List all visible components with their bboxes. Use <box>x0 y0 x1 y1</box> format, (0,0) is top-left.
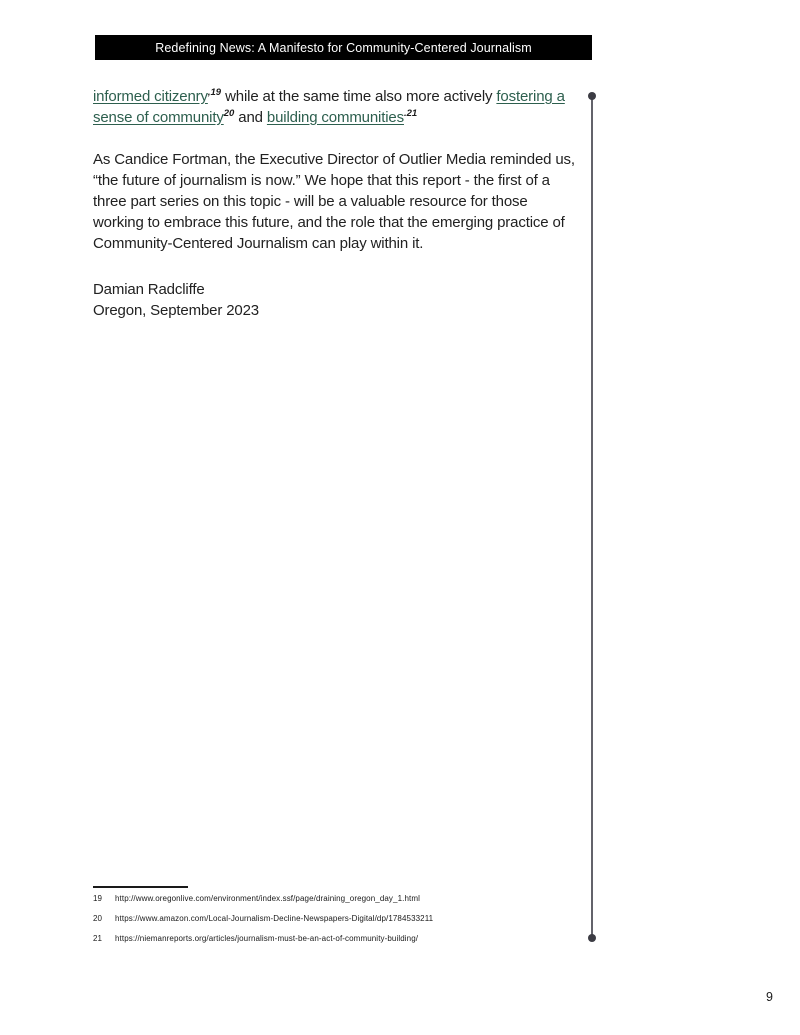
signature-name: Damian Radcliffe <box>93 281 205 298</box>
footnote-ref-20: 20 <box>223 108 235 119</box>
link-building-communities[interactable]: building communities <box>266 109 404 126</box>
annotation-line-bottom-dot <box>588 934 596 942</box>
main-paragraph: As Candice Fortman, the Executive Director of Outlier Media reminded us, “the future of journalism is now.” We hope that this report - the first of a three part series on this topic - will be a valuable resource for those working to embrace this future, and the role that the emerging practice of Community-Centered Journalism can play within it. <box>93 151 575 252</box>
intro-paragraph <box>93 86 577 128</box>
page-number: 9 <box>766 990 773 1004</box>
footnotes-section <box>93 886 563 954</box>
intro-text-1: while at the same time also more actively <box>221 88 497 105</box>
footnote-ref-19: ,19 <box>207 87 222 98</box>
link-informed-citizenry[interactable]: informed citizenry <box>93 88 208 105</box>
footnote-row <box>93 914 563 934</box>
footnote-number: 21 <box>93 934 103 943</box>
annotation-line-top-dot <box>588 92 596 100</box>
footnote-url: https://niemanreports.org/articles/journalism-must-be-an-act-of-community-building/ <box>115 934 419 943</box>
footnote-row <box>93 894 563 914</box>
signature-block <box>93 279 577 321</box>
footnote-divider-rule <box>93 886 188 888</box>
chapter-title: Redefining News: A Manifesto for Community-Centered Journalism <box>155 40 532 55</box>
intro-text-2: and <box>234 109 267 126</box>
link-fostering-community[interactable]: fostering a sense of community <box>93 88 565 126</box>
page-content <box>93 86 577 321</box>
margin-annotation-line <box>591 96 593 938</box>
footnote-url: https://www.amazon.com/Local-Journalism-Decline-Newspapers-Digital/dp/1784533211 <box>115 914 434 923</box>
footnote-number: 20 <box>93 914 103 923</box>
footnote-url: http://www.oregonlive.com/environment/index.ssf/page/draining_oregon_day_1.html <box>115 894 420 903</box>
footnote-row <box>93 934 563 954</box>
chapter-header-bar <box>95 35 592 60</box>
footnote-number: 19 <box>93 894 103 903</box>
footnote-ref-21: .21 <box>403 108 418 119</box>
signature-place-date: Oregon, September 2023 <box>93 302 259 319</box>
